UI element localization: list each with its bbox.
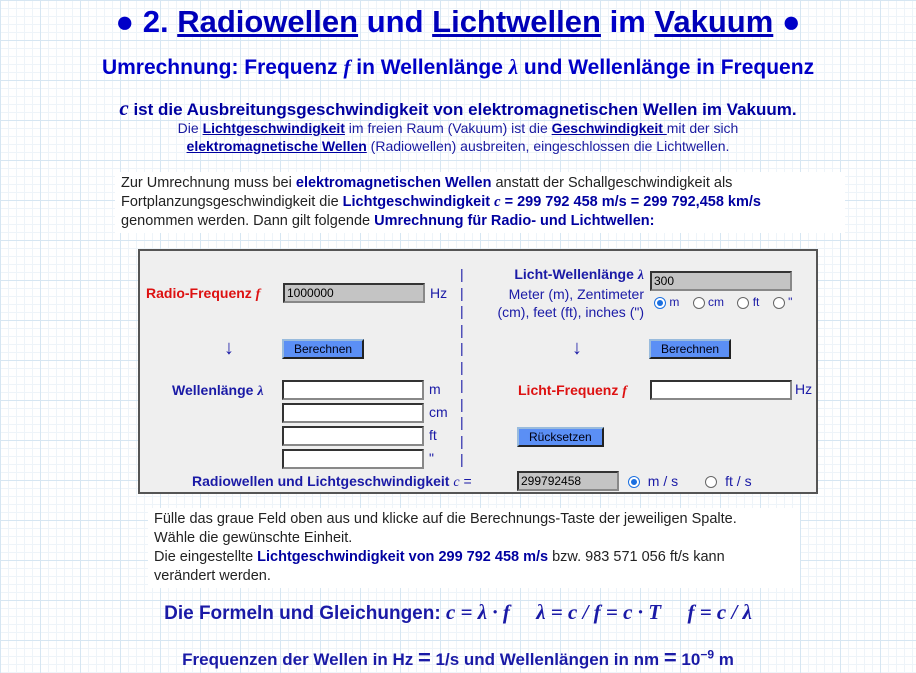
radio-m-s[interactable] (628, 476, 640, 488)
radio-ft-s[interactable] (705, 476, 717, 488)
arrow-down-icon: ↓ (224, 337, 234, 359)
hz-unit: Hz (430, 285, 448, 301)
instructions-box: Fülle das graue Feld oben aus und klicke auf die Berechnungs-Taste der jeweiligen Spalte. Wähle die gewünschte Einheit. Die eingestellte Lichtgeschwindigkeit von 299 792 458 m/s bzw. 983 571 056 ft/s kann verändert werden. (148, 508, 800, 588)
link-vakuum[interactable]: Vakuum (654, 4, 774, 39)
column-divider: | | | | | | | | | | | (460, 266, 464, 467)
hz-unit: Hz (795, 381, 813, 397)
unit-ft: ft (429, 427, 437, 443)
subtitle: Umrechnung: Frequenz f in Wellenlänge λ und Wellenlänge in Frequenz (101, 55, 815, 79)
info-box: Zur Umrechnung muss bei elektromagnetischen Wellen anstatt der Schallgeschwindigkeit als Fortplanzungsgeschwindigkeit die Lichtgeschwindigkeit c = 299 792 458 m/s = 299 792,458 km/s genommen werden. Dann gilt folgende Umrechnung für Radio- und Lichtwellen: (115, 172, 845, 233)
wavelength-m-output[interactable] (282, 380, 424, 400)
reset-button[interactable]: Rücksetzen (517, 427, 604, 447)
arrow-down-icon: ↓ (572, 337, 582, 359)
link-geschwindigkeit[interactable]: Geschwindigkeit (551, 120, 667, 136)
radio-frequency-label: Radio-Frequenz f (146, 285, 261, 302)
wavelength-label: Wellenlänge λ (172, 382, 264, 399)
unit-inch: " (429, 450, 434, 466)
wavelength-cm-output[interactable] (282, 403, 424, 423)
footer-note: Frequenzen der Wellen in Hz = 1/s und Wellenlängen in nm = $10^{-9}$ m (182, 645, 734, 670)
page-title: ● 2. Radiowellen und Lichtwellen im Vakuum ● (115, 4, 801, 39)
intro-heading: c ist die Ausbreitungsgeschwindigkeit von elektromagnetischen Wellen im Vakuum. (119, 96, 797, 120)
light-wavelength-label: Licht-Wellenlänge λ Meter (m), Zentimeter (cm), feet (ft), inches (") (497, 266, 644, 320)
link-radiowellen[interactable]: Radiowellen (177, 4, 359, 39)
radio-cm[interactable] (693, 297, 705, 309)
speed-input[interactable] (517, 471, 619, 491)
light-frequency-output[interactable] (650, 380, 792, 400)
unit-cm: cm (429, 404, 448, 420)
radio-frequency-input[interactable] (283, 283, 425, 303)
unit-m: m (429, 381, 441, 397)
radio-m[interactable] (654, 297, 666, 309)
calculator-panel (138, 249, 818, 494)
link-em-wellen[interactable]: elektromagnetische Wellen (186, 138, 367, 154)
wavelength-ft-output[interactable] (282, 426, 424, 446)
speed-label: Radiowellen und Lichtgeschwindigkeit c = (192, 473, 472, 490)
intro-text: Die Lichtgeschwindigkeit im freien Raum (Vakuum) ist die Geschwindigkeit mit der sich elektromagnetische Wellen (Radiowellen) ausbreiten, eingeschlossen die Lichtwellen. (177, 120, 739, 154)
radio-ft[interactable] (737, 297, 749, 309)
unit-radio-group: m cm ft " (654, 295, 792, 309)
speed-unit-group: m / s ft / s (628, 473, 752, 489)
wavelength-inch-output[interactable] (282, 449, 424, 469)
formulas: Die Formeln und Gleichungen: c = λ · f λ = c / f = c · T f = c / λ (164, 600, 752, 624)
calculate-frequency-button[interactable]: Berechnen (649, 339, 731, 359)
light-frequency-label: Licht-Frequenz f (518, 382, 627, 399)
link-lichtgeschwindigkeit[interactable]: Lichtgeschwindigkeit (202, 120, 345, 136)
light-wavelength-input[interactable] (650, 271, 792, 291)
link-lichtwellen[interactable]: Lichtwellen (432, 4, 601, 39)
radio-inch[interactable] (773, 297, 785, 309)
calculate-wavelength-button[interactable]: Berechnen (282, 339, 364, 359)
